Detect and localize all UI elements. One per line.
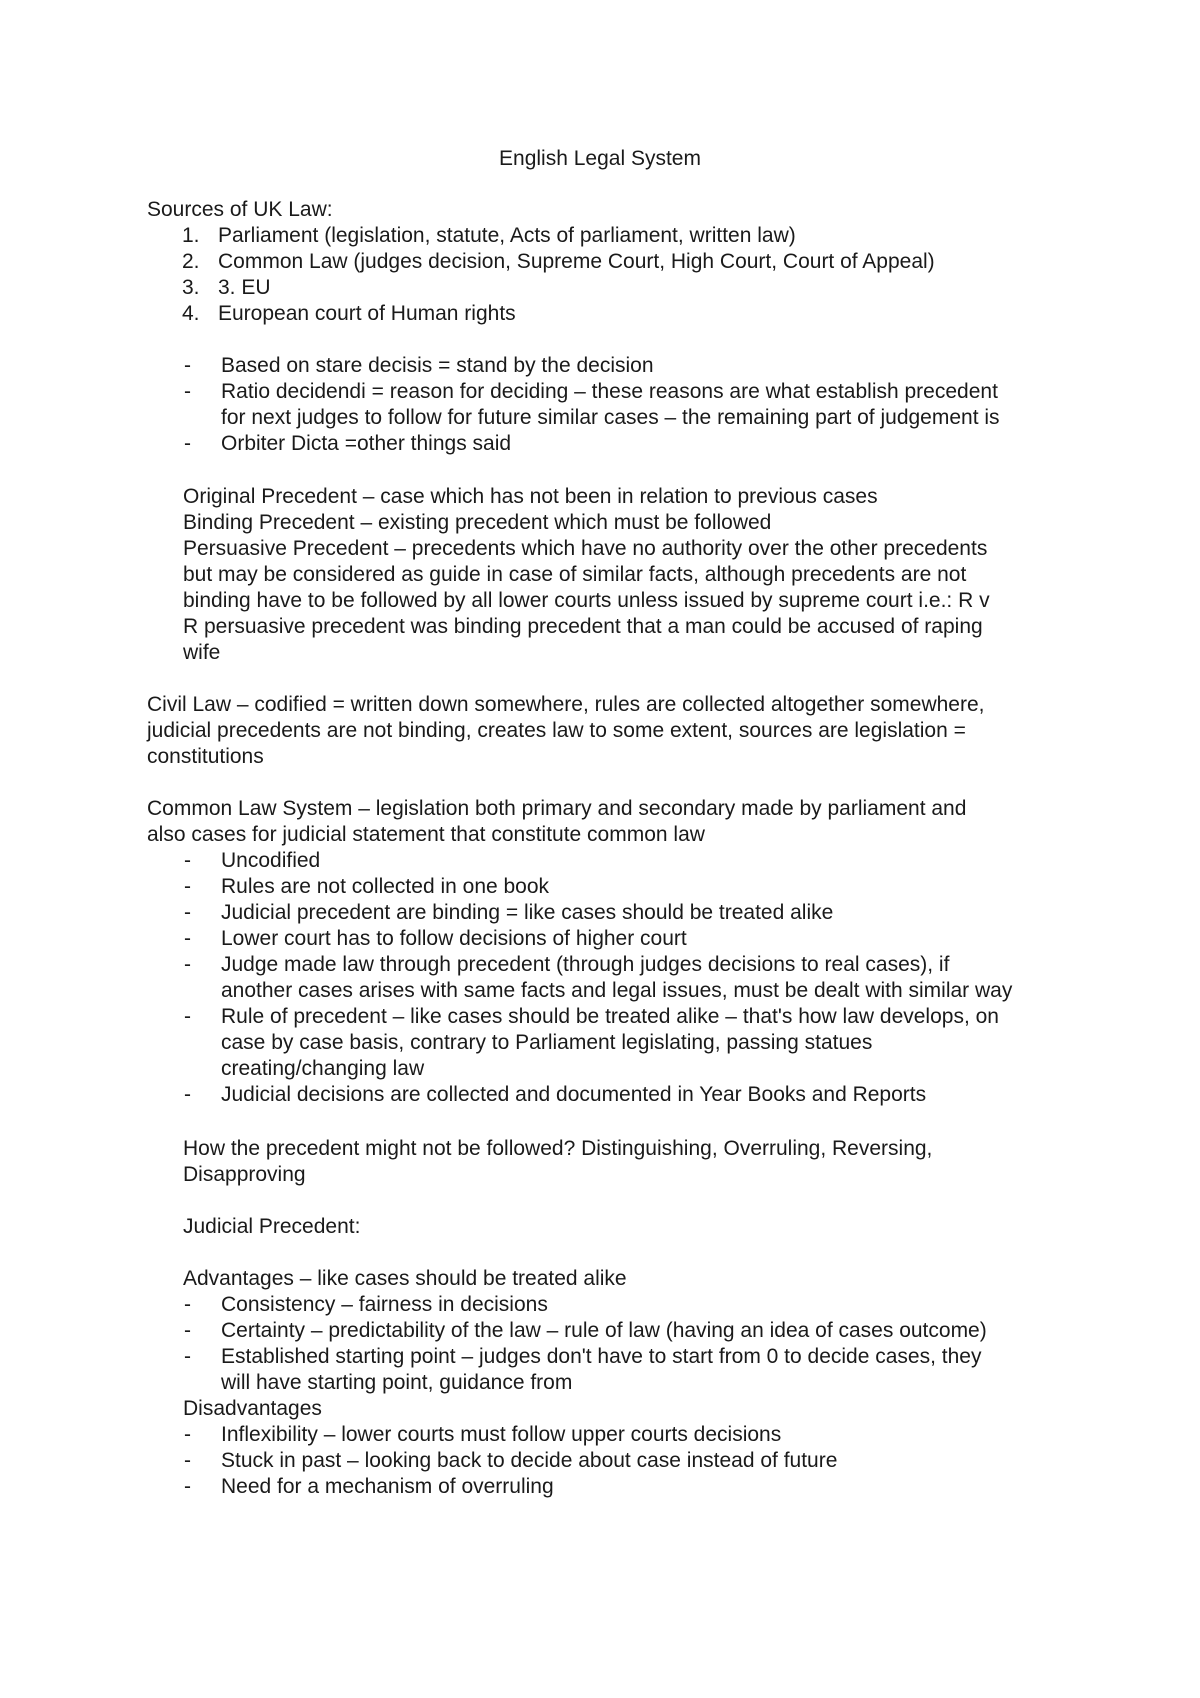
text-line: but may be considered as guide in case of similar facts, although precedents are not [183,563,967,586]
list-item: 1. Parliament (legislation, statute, Acts of parliament, written law) [182,224,796,247]
bullet-continuation: another cases arises with same facts and legal issues, must be dealt with similar way [221,979,1013,1002]
text-line: binding have to be followed by all lower courts unless issued by supreme court i.e.: R v [183,589,990,612]
text-line: Civil Law – codified = written down somewhere, rules are collected altogether somewhere, [147,693,985,716]
list-item: 3. 3. EU [182,276,271,299]
list-item: 4. European court of Human rights [182,302,516,325]
civil-law-section [147,692,1067,770]
bullet-item: - Judicial precedent are binding = like cases should be treated alike [184,901,834,924]
bullet-item: - Orbiter Dicta =other things said [184,432,512,455]
text-line: How the precedent might not be followed? Distinguishing, Overruling, Reversing, [183,1137,933,1160]
sources-heading: Sources of UK Law: [147,198,333,221]
judicial-precedent-section [147,1214,1067,1500]
bullet-item: - Rules are not collected in one book [184,875,550,898]
bullet-item: - Need for a mechanism of overruling [184,1475,554,1498]
bullet-item: - Established starting point – judges don't have to start from 0 to decide cases, they [184,1345,982,1368]
bullet-item: - Based on stare decisis = stand by the decision [184,354,654,377]
bullet-item: - Inflexibility – lower courts must follow upper courts decisions [184,1423,782,1446]
common-law-section [147,796,1067,1108]
text-line: wife [183,641,221,664]
text-line: Disapproving [183,1163,306,1186]
bullet-item: - Ratio decidendi = reason for deciding – these reasons are what establish precedent [184,380,998,403]
text-line: also cases for judicial statement that constitute common law [147,823,705,846]
document-title: English Legal System [499,147,701,170]
precedents-section [183,484,1103,666]
text-line: Binding Precedent – existing precedent which must be followed [183,511,772,534]
disadvantages-heading: Disadvantages [183,1397,322,1420]
bullet-item: - Uncodified [184,849,321,872]
bullet-item: - Certainty – predictability of the law – rule of law (having an idea of cases outcome) [184,1319,987,1342]
bullet-item: - Consistency – fairness in decisions [184,1293,548,1316]
text-line: judicial precedents are not binding, creates law to some extent, sources are legislation = [147,719,966,742]
bullet-item: - Judicial decisions are collected and documented in Year Books and Reports [184,1083,927,1106]
text-line: Original Precedent – case which has not been in relation to previous cases [183,485,878,508]
bullet-item: - Lower court has to follow decisions of higher court [184,927,687,950]
bullet-item: - Judge made law through precedent (through judges decisions to real cases), if [184,953,950,976]
bullet-continuation: for next judges to follow for future similar cases – the remaining part of judgement is [221,406,1000,429]
bullet-continuation: case by case basis, contrary to Parliament legislating, passing statues [221,1031,873,1054]
bullet-continuation: will have starting point, guidance from [221,1371,573,1394]
advantages-heading: Advantages – like cases should be treated alike [183,1267,627,1290]
text-line: R persuasive precedent was binding precedent that a man could be accused of raping [183,615,983,638]
bullet-item: - Stuck in past – looking back to decide about case instead of future [184,1449,838,1472]
text-line: Persuasive Precedent – precedents which have no authority over the other precedents [183,537,988,560]
sources-section [147,197,1067,457]
bullet-item: - Rule of precedent – like cases should be treated alike – that's how law develops, on [184,1005,999,1028]
not-followed-section [183,1136,1103,1188]
judicial-precedent-heading: Judicial Precedent: [183,1215,361,1238]
list-item: 2. Common Law (judges decision, Supreme Court, High Court, Court of Appeal) [182,250,935,273]
text-line: Common Law System – legislation both primary and secondary made by parliament and [147,797,967,820]
bullet-continuation: creating/changing law [221,1057,425,1080]
text-line: constitutions [147,745,264,768]
